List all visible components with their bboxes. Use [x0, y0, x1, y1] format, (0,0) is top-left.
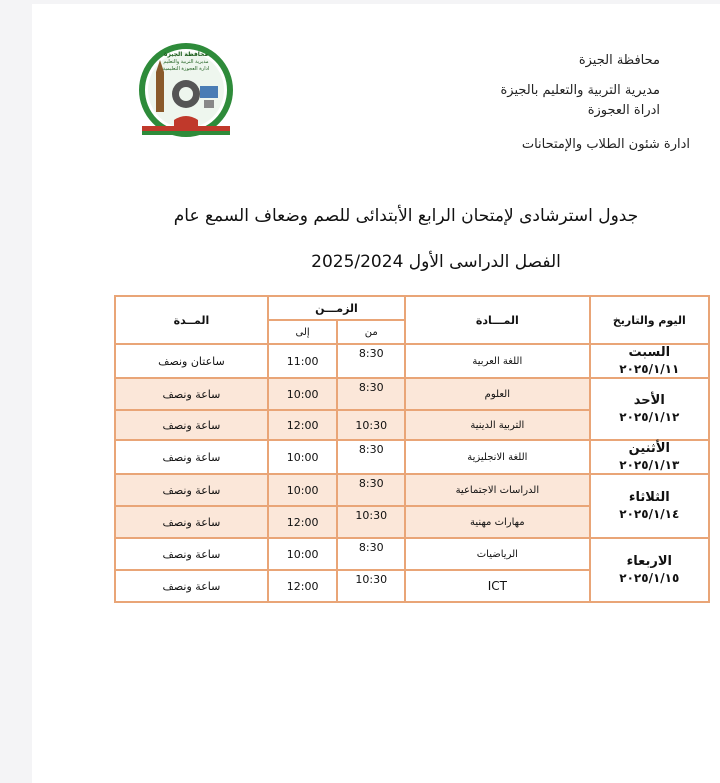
ministry-logo — [134, 42, 238, 142]
day-name: الأثنين — [628, 441, 670, 456]
day-date: ٢٠٢٥/١/١٥ — [619, 571, 680, 585]
from-cell: 8:30 — [337, 378, 405, 410]
table-row — [115, 344, 709, 378]
day-cell — [590, 344, 709, 378]
subject-cell: اللغة العربية — [405, 344, 590, 378]
logo-text-mid: مديرية التربية والتعليم — [163, 59, 209, 65]
header-subject: المـــادة — [405, 296, 590, 344]
duration-cell: ساعة ونصف — [115, 538, 268, 570]
directorate-label: مديرية التربية والتعليم بالجيزة — [500, 83, 660, 98]
duration-cell: ساعة ونصف — [115, 378, 268, 410]
table-row — [115, 538, 709, 570]
governorate-label: محافظة الجيزة — [578, 53, 660, 68]
from-cell: 10:30 — [337, 506, 405, 538]
day-name: الثلاثاء — [628, 490, 670, 505]
logo-text-top: محافظة الجيزة — [163, 51, 209, 58]
from-cell: 8:30 — [337, 538, 405, 570]
header-duration: المــدة — [115, 296, 268, 344]
table-row — [115, 474, 709, 506]
to-cell: 11:00 — [268, 344, 338, 378]
day-cell — [590, 474, 709, 538]
administration-label: ادراة العجوزة — [587, 103, 660, 118]
to-cell: 12:00 — [268, 570, 338, 602]
duration-cell: ساعة ونصف — [115, 506, 268, 538]
from-cell: 8:30 — [337, 440, 405, 474]
table-row — [115, 378, 709, 410]
document-title: جدول استرشادى لإمتحان الرابع الأبتدائى للصم وضعاف السمع عام — [173, 206, 639, 226]
duration-cell: ساعة ونصف — [115, 474, 268, 506]
day-date: ٢٠٢٥/١/١٣ — [619, 458, 680, 472]
logo-text-bottom: ادارة العجوزة التعليمية — [162, 66, 210, 72]
department-label: ادارة شئون الطلاب والإمتحانات — [521, 137, 690, 152]
to-cell: 10:00 — [268, 538, 338, 570]
day-name: الأحد — [633, 393, 665, 408]
subject-cell: الرياضيات — [405, 538, 590, 570]
duration-cell: ساعة ونصف — [115, 410, 268, 440]
header-to: إلى — [268, 320, 338, 344]
header-day-date: اليوم والتاريخ — [590, 296, 709, 344]
from-cell: 10:30 — [337, 410, 405, 440]
table-row — [115, 440, 709, 474]
exam-schedule-table — [114, 295, 710, 603]
subject-cell: ICT — [405, 570, 590, 602]
duration-cell: ساعة ونصف — [115, 440, 268, 474]
from-cell: 10:30 — [337, 570, 405, 602]
day-cell — [590, 440, 709, 474]
subject-cell: مهارات مهنية — [405, 506, 590, 538]
letterhead — [500, 48, 690, 158]
day-date: ٢٠٢٥/١/١١ — [619, 362, 680, 376]
subject-cell: الدراسات الاجتماعية — [405, 474, 590, 506]
day-name: الاربعاء — [626, 554, 672, 569]
day-name: السبت — [628, 345, 671, 360]
header-from: من — [337, 320, 405, 344]
day-cell — [590, 378, 709, 440]
to-cell: 12:00 — [268, 410, 338, 440]
to-cell: 10:00 — [268, 440, 338, 474]
header-time: الزمـــن — [268, 296, 405, 320]
subject-cell: العلوم — [405, 378, 590, 410]
duration-cell: ساعتان ونصف — [115, 344, 268, 378]
subject-cell: اللغة الانجليزية — [405, 440, 590, 474]
to-cell: 12:00 — [268, 506, 338, 538]
document-page — [32, 4, 720, 783]
day-date: ٢٠٢٥/١/١٢ — [619, 410, 680, 424]
subject-cell: التربية الدينية — [405, 410, 590, 440]
day-cell — [590, 538, 709, 602]
to-cell: 10:00 — [268, 378, 338, 410]
to-cell: 10:00 — [268, 474, 338, 506]
duration-cell: ساعة ونصف — [115, 570, 268, 602]
document-subtitle: الفصل الدراسى الأول 2025/2024 — [311, 252, 561, 272]
day-date: ٢٠٢٥/١/١٤ — [619, 507, 680, 521]
from-cell: 8:30 — [337, 344, 405, 378]
from-cell: 8:30 — [337, 474, 405, 506]
